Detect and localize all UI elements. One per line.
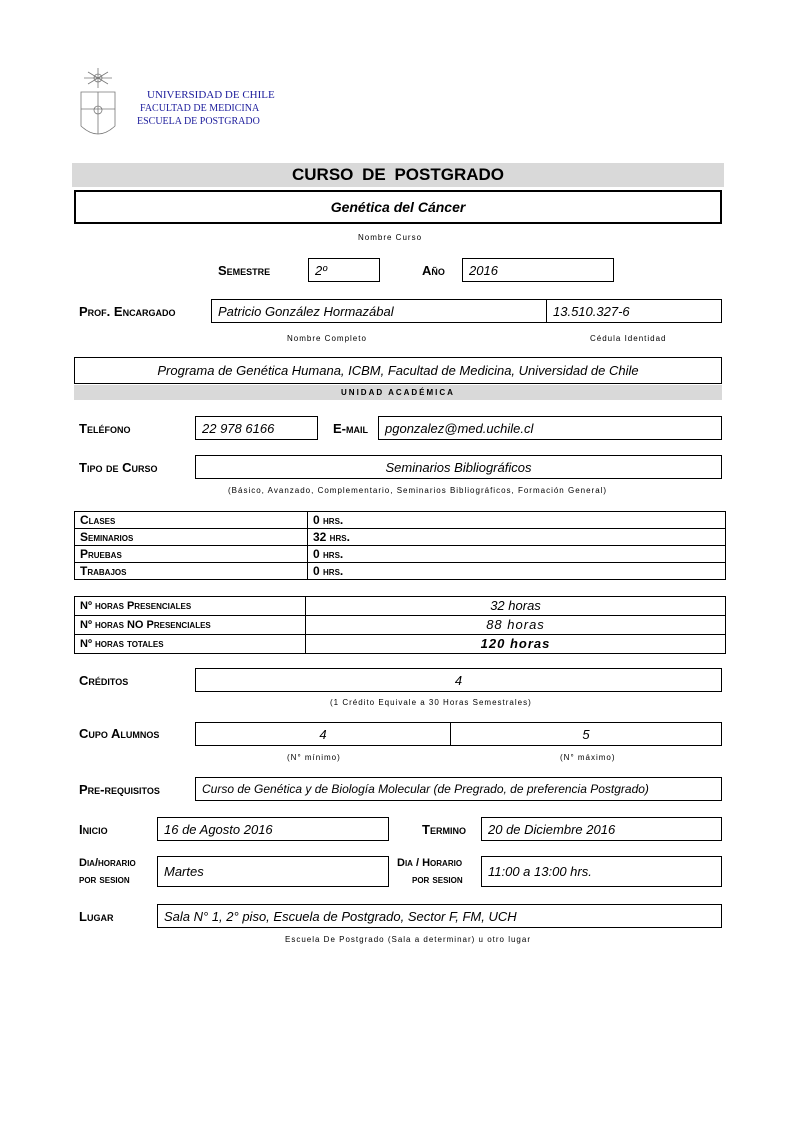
cupo-max-field[interactable]: 5 [450,722,722,746]
prof-name-note: Nombre Completo [287,334,367,343]
creditos-label: Créditos [79,673,129,688]
prereq-field[interactable]: Curso de Genética y de Biología Molecular (de Pregrado, de preferencia Postgrado) [195,777,722,801]
course-name-note: Nombre Curso [358,233,423,242]
creditos-field[interactable]: 4 [195,668,722,692]
anio-field[interactable]: 2016 [462,258,614,282]
prof-label: Prof. Encargado [79,304,176,319]
dia-field[interactable]: Martes [157,856,389,887]
tipo-note: (Básico, Avanzado, Complementario, Seminarios Bibliográficos, Formación General) [228,486,608,495]
telefono-label: Teléfono [79,421,131,436]
anio-label: Año [422,263,445,278]
email-label: E-mail [333,421,368,436]
prof-id-field[interactable]: 13.510.327-6 [546,299,722,323]
university-seal-logo [78,66,118,142]
lugar-note: Escuela De Postgrado (Sala a determinar) u otro lugar [285,935,531,944]
dia-label: Dia/horario [79,857,136,869]
tipo-label: Tipo de Curso [79,460,158,475]
semestre-label: Semestre [218,263,271,278]
table-row: Seminarios 32 hrs. [75,529,726,546]
table-row: Clases 0 hrs. [75,512,726,529]
inicio-label: Inicio [79,822,108,837]
table-row: Nº horas totales 120 horas [75,635,726,654]
prereq-label: Pre-requisitos [79,782,160,797]
table-row: Pruebas 0 hrs. [75,546,726,563]
faculty-name: FACULTAD DE MEDICINA [140,103,260,114]
horario-label-2: por sesion [412,874,463,886]
termino-label: Termino [422,822,466,837]
prof-name-field[interactable]: Patricio González Hormazábal [211,299,547,323]
prof-id-note: Cédula Identidad [590,334,667,343]
cupo-min-field[interactable]: 4 [195,722,451,746]
lugar-field[interactable]: Sala N° 1, 2° piso, Escuela de Postgrado, Sector F, FM, UCH [157,904,722,928]
cupo-label: Cupo Alumnos [79,726,160,741]
email-field[interactable]: pgonzalez@med.uchile.cl [378,416,722,440]
school-name: ESCUELA DE POSTGRADO [137,116,260,127]
termino-field[interactable]: 20 de Diciembre 2016 [481,817,722,841]
course-name-field[interactable]: Genética del Cáncer [74,190,722,224]
semestre-field[interactable]: 2º [308,258,380,282]
creditos-note: (1 Crédito Equivale a 30 Horas Semestrales) [330,698,532,707]
unidad-label: UNIDAD ACADÉMICA [74,385,722,400]
table-row: Nº horas Presenciales 32 horas [75,597,726,616]
horario-field[interactable]: 11:00 a 13:00 hrs. [481,856,722,887]
inicio-field[interactable]: 16 de Agosto 2016 [157,817,389,841]
cupo-max-note: (N° máximo) [560,753,616,762]
hours-table [74,511,726,580]
unidad-field[interactable]: Programa de Genética Humana, ICBM, Facultad de Medicina, Universidad de Chile [74,357,722,384]
dia-label-2: por sesion [79,874,130,886]
horario-label: Dia / Horario [397,857,463,869]
lugar-label: Lugar [79,909,114,924]
totals-table [74,596,726,654]
tipo-field[interactable]: Seminarios Bibliográficos [195,455,722,479]
table-row: Trabajos 0 hrs. [75,563,726,580]
page-title: CURSO DE POSTGRADO [72,163,724,187]
table-row: Nº horas NO Presenciales 88 horas [75,616,726,635]
university-name: UNIVERSIDAD DE CHILE [147,89,275,101]
telefono-field[interactable]: 22 978 6166 [195,416,318,440]
cupo-min-note: (N° mínimo) [287,753,341,762]
